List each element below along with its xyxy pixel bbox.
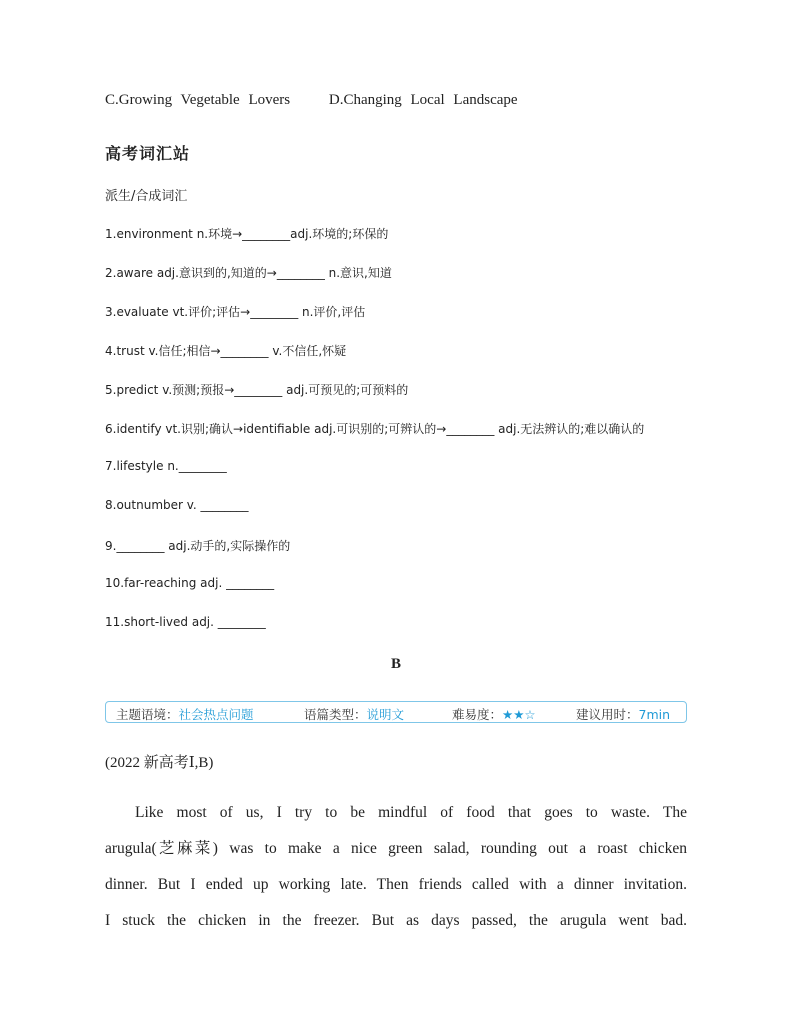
vocab-section-title: 高考词汇站: [105, 144, 191, 163]
passage-body: [105, 795, 687, 939]
vocab-item: 7.lifestyle n.________: [105, 459, 227, 473]
passage-line: dinner. But I ended up working late. Then friends called with a dinner invitation.: [105, 876, 687, 893]
vocab-item: 3.evaluate vt.评价;评估→________ n.评价,评估: [105, 305, 366, 319]
theme-label: 主题语境：: [116, 707, 179, 722]
passage-line: I stuck the chicken in the freezer. But as days passed, the arugula went bad.: [105, 912, 687, 929]
vocab-item: 10.far-reaching adj. ________: [105, 576, 275, 590]
answer-options: [105, 92, 548, 109]
vocab-item: 5.predict v.预测;预报→________ adj.可预见的;可预料的: [105, 383, 409, 397]
difficulty-label: 难易度：: [452, 707, 503, 722]
theme-value: 社会热点问题: [178, 707, 254, 722]
theme-field: [116, 705, 254, 723]
vocab-item: 9.________ adj.动手的,实际操作的: [105, 539, 291, 553]
passage-source: (2022 新高考Ⅰ,B): [105, 755, 214, 771]
difficulty-stars: ★★☆: [502, 707, 536, 722]
vocab-item: 4.trust v.信任;相信→________ v.不信任,怀疑: [105, 344, 347, 358]
text-type-value: 说明文: [366, 707, 405, 722]
text-type-label: 语篇类型：: [304, 707, 367, 722]
time-value: 7min: [638, 707, 671, 722]
passage-info-bar: [105, 701, 687, 723]
time-field: [576, 705, 670, 723]
text-type-field: [304, 705, 404, 723]
passage-line: Like most of us, I try to be mindful of food that goes to waste. The: [135, 804, 687, 821]
time-label: 建议用时：: [576, 707, 639, 722]
vocab-item: 1.environment n.环境→________adj.环境的;环保的: [105, 227, 389, 241]
vocab-item: 2.aware adj.意识到的,知道的→________ n.意识,知道: [105, 266, 392, 280]
option-d: D.Changing Local Landscape: [328, 92, 518, 108]
option-c: C.Growing Vegetable Lovers: [105, 92, 291, 108]
vocab-item: 11.short-lived adj. ________: [105, 615, 266, 629]
vocab-item: 8.outnumber v. ________: [105, 498, 249, 512]
section-heading: B: [391, 656, 402, 672]
vocab-item: 6.identify vt.识别;确认→identifiable adj.可识别的;可辨认的→________ adj.无法辨认的;难以确认的: [105, 422, 645, 436]
passage-line: arugula(芝麻菜) was to make a nice green salad, rounding out a roast chicken: [105, 840, 687, 857]
vocab-subtitle: 派生/合成词汇: [105, 189, 188, 204]
difficulty-field: [452, 705, 536, 723]
